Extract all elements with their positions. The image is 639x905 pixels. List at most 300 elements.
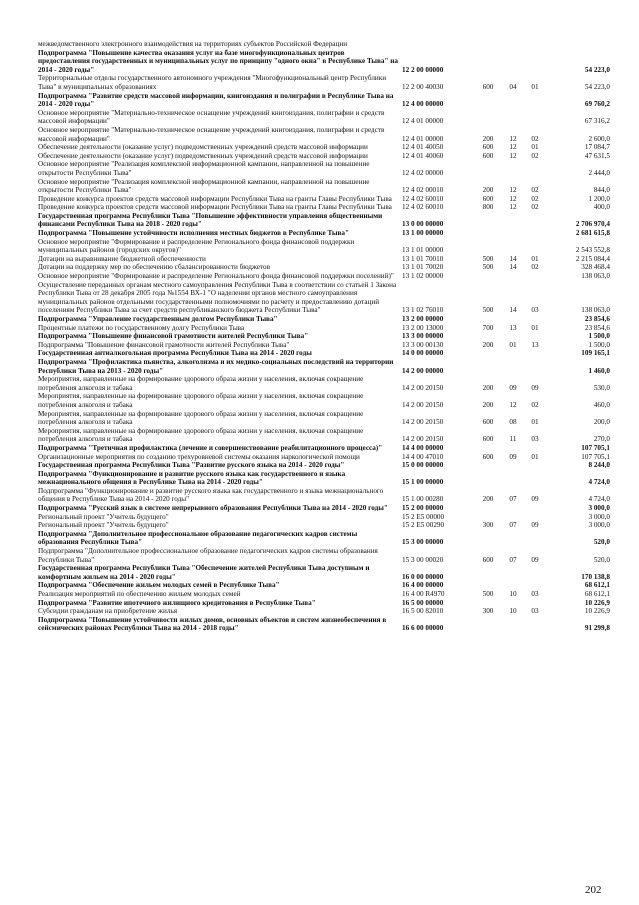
row-expense-type [474, 461, 502, 470]
table-row [38, 229, 610, 238]
table-row [38, 410, 610, 427]
row-name: Подпрограмма "Повышение устойчивости исполнения местных бюджетов в Республике Тыва" [38, 229, 349, 238]
row-code: 15 2 E5 00290 [402, 521, 445, 530]
row-name: Подпрограмма "Повышение качества оказания услуг на базе многофункциональных центров предоставления государственных и муниципальных услуг по принципу "одного окна" в Республике Тыва" на 2014 - 2020 годы" [38, 48, 398, 74]
row-amount: 54 223,0 [584, 82, 610, 91]
row-code: 14 2 00 20150 [402, 435, 444, 444]
table-row [38, 349, 610, 358]
row-code: 13 3 00 00130 [402, 340, 444, 349]
row-expense-type: 600 [482, 435, 494, 444]
table-row [38, 272, 610, 281]
row-amount: 10 226,9 [584, 598, 610, 607]
row-section [502, 332, 524, 341]
table-row [38, 315, 610, 324]
row-subsection: 02 [531, 400, 539, 409]
row-name: Мероприятия, направленные на формирование здорового образа жизни у населения, включая сокращение потребления алкоголя и табака [38, 392, 364, 409]
row-section: 12 [509, 151, 517, 160]
row-subsection: 01 [531, 323, 539, 332]
row-amount: 47 631,5 [584, 151, 610, 160]
row-section [502, 504, 524, 513]
table-row [38, 487, 610, 504]
row-section: 12 [509, 194, 517, 203]
row-expense-type: 600 [482, 555, 494, 564]
row-name: Подпрограмма "Функционирование и развитие русского языка как государственного и языка межнационального общения в Республике Тыва на 2014 - 2020 годы" [38, 486, 384, 504]
row-amount: 138 063,0 [581, 272, 610, 281]
row-code: 12 4 01 00000 [402, 134, 444, 143]
row-name: Региональный проект "Учитель будущего" [38, 521, 169, 530]
row-code: 15 3 00 00000 [402, 538, 444, 547]
row-name: Осуществление переданных органам местного самоуправления Республики Тыва в соответствии со статьей 1 Закона Республики Тыва от 28 декабря 2005 года №1554 ВХ-1 "О наделении органов местного самоуправления муниципальных районов отдельными государственными полномочиями по расчету и предоставлению дотаций поселениям Республики Тыва за счет средств республиканского бюджета Республики Тыва" [38, 280, 397, 315]
row-amount: 1 500,0 [588, 340, 610, 349]
table-row [38, 341, 610, 350]
row-section: 12 [509, 143, 517, 152]
row-subsection: 03 [531, 607, 539, 616]
row-amount: 4 724,0 [588, 495, 610, 504]
row-amount: 844,0 [593, 186, 610, 195]
row-name: Территориальные отделы государственного автономного учреждения "Многофункциональный центр Республики Тыва" в муниципальных образованиях [38, 74, 387, 91]
row-name: Проведение конкурса проектов средств массовой информации Республики Тыва на гранты Главы Республики Тыва [38, 203, 392, 212]
row-name: Подпрограмма "Управление государственным долгом Республики Тыва" [38, 315, 278, 323]
row-amount: 400,0 [593, 203, 610, 212]
table-row [38, 581, 610, 590]
table-row [38, 212, 610, 229]
row-code: 12 4 01 40060 [402, 151, 444, 160]
row-expense-type: 200 [482, 340, 494, 349]
row-amount: 91 299,8 [584, 624, 610, 633]
row-section [502, 229, 524, 238]
row-section: 13 [509, 323, 517, 332]
row-code: 15 0 00 00000 [402, 461, 444, 470]
row-amount: 109 165,1 [581, 349, 610, 358]
row-name: Реализация мероприятий по обеспечению жильем молодых семей [38, 590, 241, 598]
table-row [38, 590, 610, 599]
table-row [38, 530, 610, 547]
budget-table [38, 40, 610, 633]
row-code: 14 2 00 20150 [402, 400, 444, 409]
row-expense-type: 600 [482, 82, 494, 91]
row-section [502, 238, 524, 255]
row-amount: 460,0 [593, 400, 610, 409]
table-row [38, 255, 610, 264]
table-row [38, 92, 610, 109]
row-code: 14 4 00 00000 [402, 443, 444, 452]
row-section [502, 530, 524, 547]
row-expense-type: 200 [482, 400, 494, 409]
row-amount: 23 854,6 [584, 315, 610, 323]
row-code: 13 0 00 00000 [402, 220, 444, 229]
table-row [38, 152, 610, 161]
row-code [402, 40, 474, 49]
page-number: 202 [585, 884, 602, 896]
table-row [38, 504, 610, 513]
row-section [502, 513, 524, 522]
table-row [38, 203, 610, 212]
row-section: 10 [509, 590, 517, 598]
row-expense-type [474, 504, 502, 513]
row-subsection [524, 513, 546, 522]
row-amount: 520,0 [593, 555, 610, 564]
row-subsection [524, 229, 546, 238]
row-code: 14 2 00 20150 [402, 383, 444, 392]
row-section [502, 461, 524, 470]
row-subsection [524, 358, 546, 375]
row-expense-type [474, 92, 502, 109]
table-row [38, 109, 610, 126]
row-section [502, 599, 524, 608]
row-expense-type: 600 [482, 418, 494, 427]
row-expense-type [474, 564, 502, 581]
row-name: Подпрограмма "Дополнительное профессиональное образование педагогических кадров системы образования Республики Тыва" [38, 529, 358, 547]
row-subsection [524, 461, 546, 470]
row-code: 12 4 00 00000 [402, 100, 444, 109]
row-amount: 170 138,8 [581, 572, 610, 581]
row-section: 09 [509, 452, 517, 461]
row-amount: 2 444,0 [588, 168, 610, 177]
row-section [502, 109, 524, 126]
table-row [38, 564, 610, 581]
row-expense-type [474, 599, 502, 608]
row-section: 14 [509, 254, 517, 263]
row-section: 01 [509, 340, 517, 349]
row-expense-type [474, 358, 502, 375]
row-amount: 23 854,6 [584, 323, 610, 332]
row-subsection [524, 504, 546, 513]
row-name: Основное мероприятие "Реализация комплексной информационной кампании, направленной на повышение открытости Республики Тыва" [38, 160, 370, 177]
budget-table-body [38, 40, 610, 633]
row-section: 08 [509, 418, 517, 427]
row-code: 12 4 02 00000 [402, 168, 444, 177]
row-subsection: 02 [531, 134, 539, 143]
row-amount: 1 460,0 [588, 366, 610, 375]
row-subsection: 09 [531, 383, 539, 392]
row-expense-type: 200 [482, 383, 494, 392]
row-expense-type [474, 238, 502, 255]
row-subsection [524, 92, 546, 109]
row-amount: 54 223,0 [584, 65, 610, 74]
row-expense-type: 500 [482, 263, 494, 272]
row-expense-type: 200 [482, 186, 494, 195]
row-section [502, 160, 524, 177]
table-row [38, 263, 610, 272]
row-amount: 328 468,4 [581, 263, 610, 272]
row-subsection [524, 332, 546, 341]
row-code: 13 1 00 00000 [402, 229, 444, 238]
row-code: 15 1 00 00280 [402, 495, 444, 504]
row-amount: 107 705,1 [581, 452, 610, 461]
row-code: 12 4 02 00010 [402, 186, 444, 195]
table-row [38, 521, 610, 530]
row-name: Субсидии гражданам на приобретение жилья [38, 607, 178, 616]
row-subsection [524, 564, 546, 581]
row-code: 13 1 01 70010 [402, 254, 444, 263]
row-expense-type: 200 [482, 134, 494, 143]
row-amount: 3 000,0 [588, 512, 610, 521]
row-amount: 4 724,0 [588, 478, 610, 487]
row-code: 12 2 00 00000 [402, 65, 444, 74]
row-name: Подпрограмма "Развитие ипотечного жилищного кредитования в Республике Тыва" [38, 598, 316, 607]
row-subsection: 01 [531, 452, 539, 461]
row-amount: 68 612,1 [584, 590, 610, 598]
row-expense-type [474, 272, 502, 281]
table-row [38, 178, 610, 195]
row-amount: 2 681 615,8 [575, 229, 610, 238]
row-section [502, 616, 524, 633]
row-section: 09 [509, 383, 517, 392]
row-amount: 67 316,2 [584, 117, 610, 126]
row-section [502, 315, 524, 324]
row-name: Государственная программа Республики Тыва "Повышение эффективности управления общественными финансами Республики Тыва на 2018 - 2020 годы" [38, 211, 383, 229]
row-name: Подпрограмма "Русский язык в системе непрерывного образования Республики Тыва на 2014 - 2020 годы" [38, 504, 388, 513]
row-code: 15 1 00 00000 [402, 478, 444, 487]
row-amount: 2 543 552,8 [575, 246, 610, 255]
row-expense-type: 500 [482, 306, 494, 315]
table-row [38, 74, 610, 91]
table-row [38, 126, 610, 143]
row-amount: 68 612,1 [584, 581, 610, 590]
row-subsection: 02 [531, 151, 539, 160]
row-subsection: 02 [531, 203, 539, 212]
row-name: Основное мероприятие "Материально-техническое оснащение учреждений книгоиздания, полиграфии и средств массовой информации" [38, 108, 385, 126]
row-name: Подпрограмма "Повышение финансовой грамотности жителей Республики Тыва" [38, 332, 309, 341]
row-section: 07 [509, 495, 517, 504]
row-expense-type: 800 [482, 203, 494, 212]
row-amount: 17 084,7 [584, 143, 610, 152]
row-expense-type [474, 616, 502, 633]
row-amount: 138 063,0 [581, 306, 610, 315]
row-subsection [524, 470, 546, 487]
row-code: 16 6 00 00000 [402, 624, 444, 633]
row-section [502, 92, 524, 109]
row-amount [546, 40, 610, 49]
row-expense-type: 200 [482, 495, 494, 504]
row-expense-type [474, 530, 502, 547]
row-code: 13 1 01 70020 [402, 263, 444, 272]
row-section [502, 581, 524, 590]
row-name: Основное мероприятие "Формирование и распределение Регионального фонда финансовой поддержки муниципальных районов (городских округов)" [38, 237, 355, 255]
row-amount: 8 244,0 [588, 461, 610, 470]
row-amount: 2 706 970,4 [575, 220, 610, 229]
table-row [38, 599, 610, 608]
row-name: Дотации на выравнивание бюджетной обеспеченности [38, 254, 206, 263]
row-name: Государственная антиалкогольная программа Республики Тыва на 2014 - 2020 годы [38, 349, 312, 358]
row-amount: 1 500,0 [588, 332, 610, 341]
row-subsection [524, 40, 546, 49]
row-code: 16 4 00 R4970 [402, 590, 445, 598]
row-amount: 2 600,0 [588, 134, 610, 143]
row-subsection: 01 [531, 82, 539, 91]
row-section: 10 [509, 607, 517, 616]
row-expense-type: 300 [482, 521, 494, 530]
table-row [38, 49, 610, 75]
row-expense-type [474, 315, 502, 324]
row-section: 14 [509, 263, 517, 272]
row-section: 12 [509, 134, 517, 143]
row-subsection [524, 109, 546, 126]
row-section [502, 349, 524, 358]
row-expense-type [474, 470, 502, 487]
table-row [38, 143, 610, 152]
row-subsection: 02 [531, 194, 539, 203]
row-name: Обеспечение деятельности (оказание услуг) подведомственных учреждений средств массовой информации [38, 151, 368, 160]
row-subsection: 02 [531, 263, 539, 272]
row-name: Подпрограмма "Профилактика пьянства, алкоголизма и их медико-социальных последствий на территории Республики Тыва на 2013 - 2020 годы" [38, 357, 394, 375]
row-amount: 200,0 [593, 418, 610, 427]
row-name: Мероприятия, направленные на формирование здорового образа жизни у населения, включая сокращение потребления алкоголя и табака [38, 426, 364, 444]
row-name: Подпрограмма "Повышение устойчивости жилых домов, основных объектов и систем жизнеобеспечения в сейсмических районах Республики Тыва на 2014 - 2018 годы" [38, 615, 387, 633]
row-section: 04 [509, 82, 517, 91]
row-expense-type [474, 332, 502, 341]
row-expense-type: 500 [482, 254, 494, 263]
table-row [38, 470, 610, 487]
row-name: Процентные платежи по государственному долгу Республики Тыва [38, 323, 245, 332]
row-subsection [524, 272, 546, 281]
row-section: 11 [509, 435, 517, 444]
row-subsection: 03 [531, 435, 539, 444]
row-code: 13 2 00 13000 [402, 323, 444, 332]
row-expense-type [474, 513, 502, 522]
row-section [502, 40, 524, 49]
table-row [38, 607, 610, 616]
row-subsection [524, 160, 546, 177]
row-code: 13 2 00 00000 [402, 315, 444, 323]
row-expense-type [474, 444, 502, 453]
row-name: Подпрограмма "Дополнительное профессиональное образование педагогических кадров системы образования Республики Тыва" [38, 547, 378, 564]
row-subsection: 13 [531, 340, 539, 349]
row-code: 12 4 01 40050 [402, 143, 444, 152]
row-code: 15 2 00 00000 [402, 504, 444, 513]
row-name: Подпрограмма "Третичная профилактика (лечение и совершенствование реабилитационного процесса)" [38, 443, 383, 452]
row-section: 14 [509, 306, 517, 315]
row-subsection: 01 [531, 418, 539, 427]
row-expense-type [474, 49, 502, 75]
row-expense-type: 600 [482, 452, 494, 461]
row-subsection: 02 [531, 186, 539, 195]
row-name: Государственная программа Республики Тыва "Развитие русского языка на 2014 - 2020 годы" [38, 461, 345, 470]
row-amount: 69 760,2 [584, 100, 610, 109]
row-code: 16 0 00 00000 [402, 572, 444, 581]
row-name: Проведение конкурса проектов средств массовой информации Республики Тыва на гранты Главы Республики Тыва [38, 194, 392, 203]
row-amount: 1 200,0 [588, 194, 610, 203]
row-amount: 10 226,9 [584, 607, 610, 616]
row-subsection: 03 [531, 306, 539, 315]
row-name: Подпрограмма "Развитие средств массовой информации, книгоиздания и полиграфии в Республике Тыва на 2014 - 2020 годы" [38, 91, 394, 109]
row-name: Мероприятия, направленные на формирование здорового образа жизни у населения, включая сокращение потребления алкоголя и табака [38, 409, 364, 427]
row-section: 12 [509, 400, 517, 409]
row-name: Основное мероприятие "Материально-техническое оснащение учреждений книгоиздания, полиграфии и средств массовой информации" [38, 125, 385, 143]
row-subsection [524, 315, 546, 324]
row-code: 14 2 00 00000 [402, 366, 444, 375]
table-row [38, 332, 610, 341]
row-section [502, 564, 524, 581]
row-expense-type [474, 40, 502, 49]
row-subsection: 01 [531, 143, 539, 152]
row-expense-type [474, 581, 502, 590]
row-subsection: 09 [531, 495, 539, 504]
table-row [38, 324, 610, 333]
row-code: 16 5 00 00000 [402, 598, 444, 607]
row-subsection [524, 49, 546, 75]
row-section [502, 444, 524, 453]
table-row [38, 461, 610, 470]
row-amount: 2 215 084,4 [575, 254, 610, 263]
row-code: 13 1 02 00000 [402, 272, 444, 281]
row-name: Обеспечение деятельности (оказание услуг) подведомственных учреждений средств массовой информации [38, 143, 368, 152]
row-expense-type [474, 109, 502, 126]
row-name: межведомственного электронного взаимодействия на территориях субъектов Российской Федерации [38, 40, 348, 48]
row-code: 13 1 02 76010 [402, 306, 444, 315]
row-code: 12 4 01 00000 [402, 117, 444, 126]
row-name: Основное мероприятие "Реализация комплексной информационной кампании, направленной на повышение открытости Республики Тыва" [38, 177, 370, 195]
row-name: Подпрограмма "Функционирование и развитие русского языка как государственного и языка межнационального общения в Республике Тыва на 2014 - 2020 годы" [38, 469, 346, 487]
row-name: Региональный проект "Учитель будущего" [38, 512, 169, 521]
row-section: 12 [509, 203, 517, 212]
table-row [38, 513, 610, 522]
row-subsection [524, 349, 546, 358]
row-expense-type: 600 [482, 194, 494, 203]
row-expense-type [474, 349, 502, 358]
row-name: Основное мероприятие "Формирование и распределение Регионального фонда финансовой поддержки поселений)" [38, 272, 394, 281]
row-expense-type: 300 [482, 607, 494, 616]
row-subsection: 01 [531, 254, 539, 263]
row-amount: 3 000,0 [588, 521, 610, 530]
row-amount: 270,0 [593, 435, 610, 444]
row-name: Организационные мероприятия по созданию трехуровневой системы оказания наркологической помощи [38, 452, 360, 461]
row-section [502, 49, 524, 75]
row-subsection [524, 238, 546, 255]
row-amount: 3 000,0 [588, 504, 610, 513]
row-section [502, 470, 524, 487]
table-row [38, 160, 610, 177]
table-row [38, 427, 610, 444]
row-expense-type: 500 [482, 590, 494, 598]
row-expense-type [474, 160, 502, 177]
row-code: 15 3 00 00020 [402, 555, 444, 564]
table-row [38, 616, 610, 633]
row-code: 13 3 00 00000 [402, 332, 444, 341]
row-section [502, 272, 524, 281]
row-amount: 530,0 [593, 383, 610, 392]
row-section [502, 212, 524, 229]
row-name: Дотации на поддержку мер по обеспечению сбалансированности бюджетов [38, 263, 271, 272]
table-row [38, 453, 610, 462]
row-code: 16 5 00 82010 [402, 607, 444, 616]
row-subsection: 09 [531, 555, 539, 564]
row-expense-type: 600 [482, 143, 494, 152]
row-subsection: 03 [531, 590, 539, 598]
row-subsection [524, 530, 546, 547]
table-row [38, 375, 610, 392]
row-section [502, 358, 524, 375]
row-amount: 107 705,1 [581, 443, 610, 452]
row-amount: 520,0 [593, 538, 610, 547]
row-subsection [524, 616, 546, 633]
row-name: Подпрограмма "Повышение финансовой грамотности жителей Республики Тыва" [38, 340, 290, 349]
table-row [38, 444, 610, 453]
row-code: 12 2 00 40030 [402, 82, 444, 91]
row-name: Государственная программа Республики Тыва "Обеспечение жителей Республики Тыва доступным и комфортным жильем на 2014 - 2020 годы" [38, 564, 370, 581]
table-row [38, 195, 610, 204]
row-subsection: 09 [531, 521, 539, 530]
row-code: 14 4 00 47010 [402, 452, 444, 461]
row-subsection [524, 581, 546, 590]
row-code: 16 4 00 00000 [402, 581, 444, 590]
table-row [38, 392, 610, 409]
row-code: 12 4 02 60010 [402, 194, 444, 203]
row-expense-type: 700 [482, 323, 494, 332]
row-code: 14 2 00 20150 [402, 418, 444, 427]
row-subsection [524, 599, 546, 608]
row-code: 12 4 02 60010 [402, 203, 444, 212]
